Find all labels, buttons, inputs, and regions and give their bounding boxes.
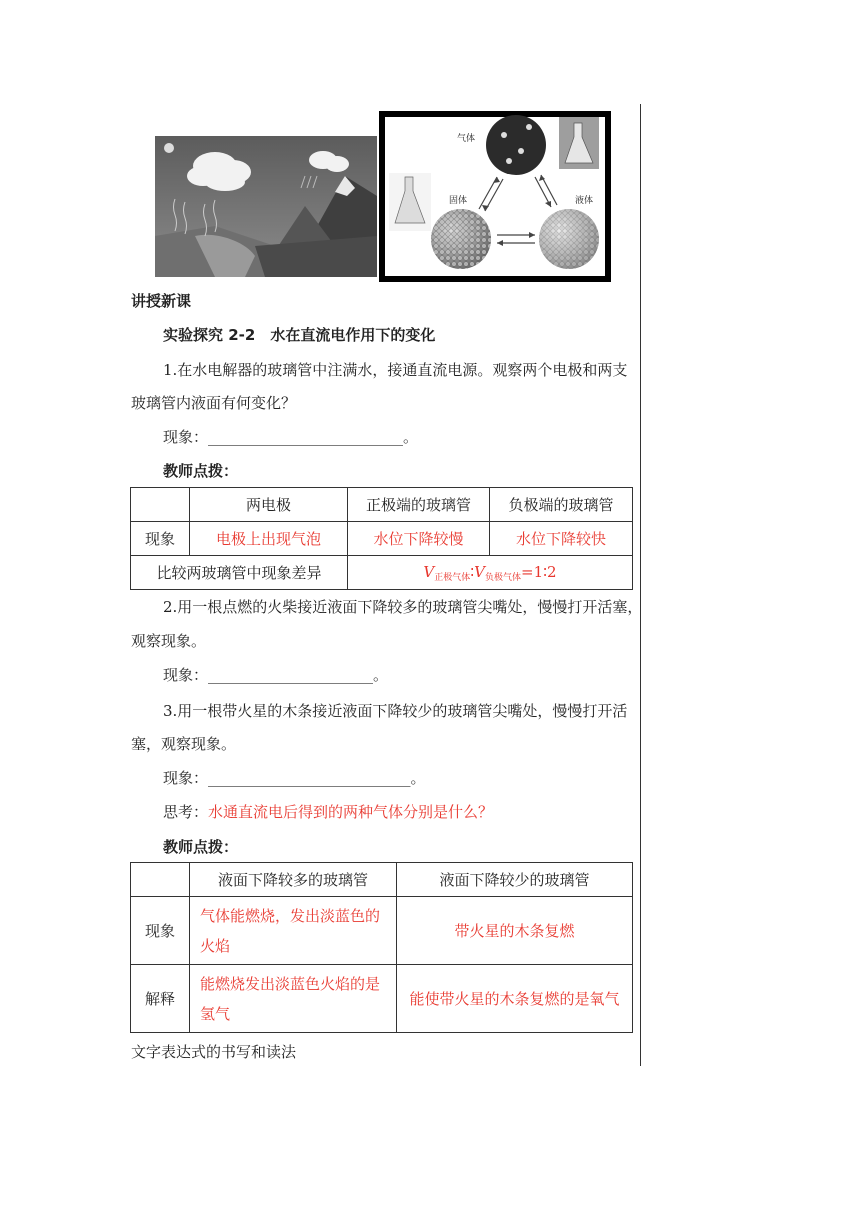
footer-text: 文字表达式的书写和读法 [131,1043,297,1061]
table-row [131,556,633,590]
states-of-matter-image [379,111,611,282]
table-header: 负极端的玻璃管 [490,488,633,522]
table-cell [131,863,190,897]
phenomenon-1: 现象：__________________________。 [163,428,419,446]
ratio-v1: V [423,562,435,581]
question-2-line-1: 2.用一根点燃的火柴接近液面下降较多的玻璃管尖嘴处，慢慢打开活塞， [163,598,643,616]
table-row [131,488,633,522]
table-cell: 水位下降较快 [490,522,633,556]
cell-line: 能燃烧发出淡蓝色火焰的是 [200,974,381,993]
cell-line: 氢气 [200,1004,231,1023]
table-header: 两电极 [190,488,348,522]
table-cell [190,897,397,965]
ratio-sub1: 正极气体 [434,572,471,583]
think-label: 思考： [163,803,209,821]
phenomenon-2: 现象：______________________。 [163,666,389,684]
table-cell: 电极上出现气泡 [190,522,348,556]
table-header: 正极端的玻璃管 [348,488,490,522]
table-row [131,965,633,1033]
cell-line: 火焰 [200,936,231,955]
table-cell [190,965,397,1033]
ratio-sub2: 负极气体 [485,572,522,583]
row-label: 现象 [131,522,190,556]
row-label: 现象 [131,897,190,965]
experiment-title: 实验探究 2-2 水在直流电作用下的变化 [163,326,436,344]
question-3-line-2: 塞，观察现象。 [131,735,237,753]
margin-line [640,104,641,1066]
solid-label: 固体 [449,196,468,206]
table-header: 液面下降较多的玻璃管 [190,863,397,897]
section-heading: 讲授新课 [131,292,192,310]
table-row [131,863,633,897]
table-header: 液面下降较少的玻璃管 [397,863,633,897]
question-3-line-1: 3.用一根带火星的木条接近液面下降较少的玻璃管尖嘴处，慢慢打开活 [163,702,628,720]
think-line [163,801,493,823]
question-1-line-1: 1.在水电解器的玻璃管中注满水，接通直流电源。观察两个电极和两支 [163,361,628,379]
liquid-label: 液体 [575,196,594,206]
ratio-sep: ∶ [470,562,475,581]
phenomenon-3: 现象：___________________________。 [163,769,426,787]
table-cell [131,488,190,522]
gas-label: 气体 [457,134,476,144]
teacher-tip-2: 教师点拨： [163,838,239,856]
table-cell: 能使带火星的木条复燃的是氧气 [397,965,633,1033]
ratio-v2: V [474,562,486,581]
table-row [131,522,633,556]
water-cycle-image [155,136,377,277]
table-gas-identification [130,862,633,1033]
ratio-tail: =1∶2 [521,562,557,581]
think-question: 水通直流电后得到的两种气体分别是什么？ [208,803,494,821]
table-electrolysis [130,487,633,590]
cell-line: 气体能燃烧，发出淡蓝色的 [200,906,381,925]
table-row [131,897,633,965]
question-1-line-2: 玻璃管内液面有何变化？ [131,394,297,412]
question-2-line-2: 观察现象。 [131,632,207,650]
row-label: 解释 [131,965,190,1033]
volume-ratio [348,556,633,590]
table-cell: 带火星的木条复燃 [397,897,633,965]
teacher-tip-1: 教师点拨： [163,462,239,480]
table-cell: 水位下降较慢 [348,522,490,556]
compare-label: 比较两玻璃管中现象差异 [131,556,348,590]
